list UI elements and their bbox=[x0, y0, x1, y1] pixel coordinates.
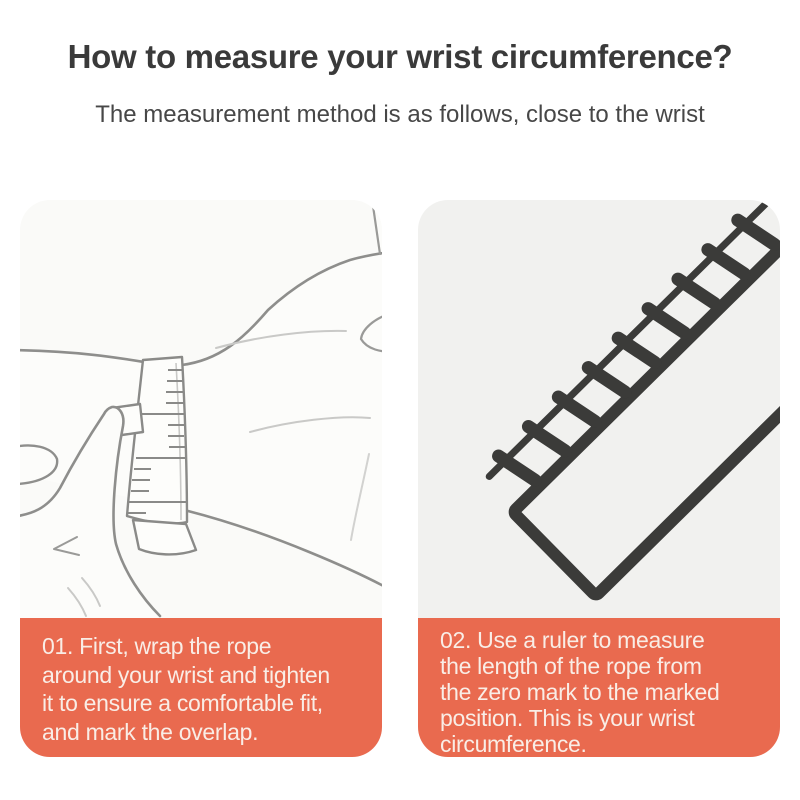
caption-line: it to ensure a comfortable fit, bbox=[42, 690, 323, 717]
caption-line: 01. First, wrap the rope bbox=[42, 633, 272, 659]
page-title: How to measure your wrist circumference? bbox=[67, 38, 733, 75]
hand-and-tape-drawing-icon bbox=[20, 200, 382, 618]
tape-tail bbox=[133, 520, 196, 554]
step2-panel bbox=[418, 200, 780, 757]
step2-caption bbox=[418, 618, 780, 757]
caption-line: circumference. bbox=[440, 730, 587, 757]
caption-line: and mark the overlap. bbox=[42, 718, 259, 745]
ruler-ticks bbox=[499, 200, 780, 487]
caption-line: the length of the rope from bbox=[440, 652, 702, 679]
caption-line: around your wrist and tighten bbox=[42, 661, 330, 688]
page-subtitle: The measurement method is as follows, close to the wrist bbox=[95, 101, 705, 128]
caption-line: 02. Use a ruler to measure bbox=[440, 627, 705, 653]
step1-panel bbox=[20, 200, 382, 757]
caption-line: position. This is your wrist bbox=[440, 704, 695, 731]
ruler-illustration bbox=[418, 200, 780, 618]
ruler-drawing-icon bbox=[418, 200, 780, 618]
step1-caption bbox=[20, 618, 382, 757]
caption-line: the zero mark to the marked bbox=[440, 678, 720, 705]
wrist-rope-illustration bbox=[20, 200, 382, 618]
